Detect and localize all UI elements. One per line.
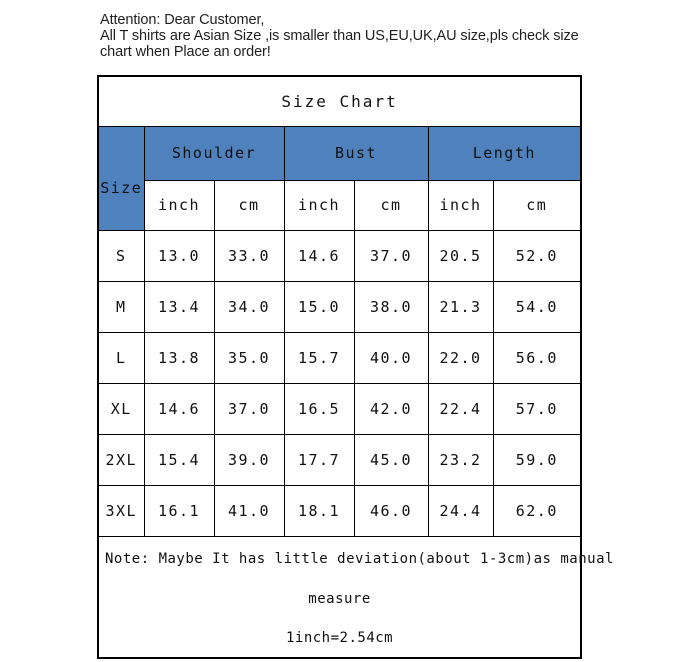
column-header-size: Size	[98, 126, 144, 230]
measurement-cell: 52.0	[493, 230, 581, 281]
measurement-cell: 14.6	[144, 383, 214, 434]
measurement-cell: 15.7	[284, 332, 354, 383]
measurement-cell: 38.0	[354, 281, 428, 332]
measurement-cell: 15.0	[284, 281, 354, 332]
measurement-cell: 22.0	[428, 332, 493, 383]
measurement-cell: 33.0	[214, 230, 284, 281]
unit-header-bust-inch: inch	[284, 180, 354, 230]
measurement-cell: 22.4	[428, 383, 493, 434]
unit-header-bust-cm: cm	[354, 180, 428, 230]
table-row-m	[98, 281, 581, 332]
note-line-3: 1inch=2.54cm	[285, 629, 394, 646]
measurement-cell: 40.0	[354, 332, 428, 383]
measurement-cell: 62.0	[493, 485, 581, 536]
measurement-cell: 13.0	[144, 230, 214, 281]
attention-line-1: Attention: Dear Customer,	[100, 12, 265, 28]
size-label: L	[98, 332, 144, 383]
measurement-cell: 20.5	[428, 230, 493, 281]
column-header-length: Length	[428, 126, 581, 180]
measurement-cell: 41.0	[214, 485, 284, 536]
attention-line-2: All T shirts are Asian Size ,is smaller than US,EU,UK,AU size,pls check size	[100, 28, 579, 44]
table-row-l	[98, 332, 581, 383]
measurement-cell: 13.8	[144, 332, 214, 383]
measurement-cell: 37.0	[214, 383, 284, 434]
unit-header-shoulder-cm: cm	[214, 180, 284, 230]
size-label: XL	[98, 383, 144, 434]
attention-line-3: chart when Place an order!	[100, 44, 271, 60]
measurement-cell: 59.0	[493, 434, 581, 485]
units-row	[98, 180, 581, 230]
size-label: 3XL	[98, 485, 144, 536]
measurement-cell: 39.0	[214, 434, 284, 485]
measurement-cell: 35.0	[214, 332, 284, 383]
attention-notice	[100, 12, 620, 60]
table-row-xl	[98, 383, 581, 434]
table-row-2xl	[98, 434, 581, 485]
column-header-shoulder: Shoulder	[144, 126, 284, 180]
table-title: Size Chart	[98, 76, 581, 126]
note-line-2: measure	[308, 590, 371, 607]
measurement-cell: 16.1	[144, 485, 214, 536]
unit-header-length-inch: inch	[428, 180, 493, 230]
measurement-cell: 57.0	[493, 383, 581, 434]
size-label: 2XL	[98, 434, 144, 485]
measurement-cell: 17.7	[284, 434, 354, 485]
table-row-3xl	[98, 485, 581, 536]
measurement-cell: 54.0	[493, 281, 581, 332]
measurement-cell: 15.4	[144, 434, 214, 485]
measurement-cell: 46.0	[354, 485, 428, 536]
measurement-cell: 14.6	[284, 230, 354, 281]
note-row	[98, 536, 581, 658]
measurement-cell: 37.0	[354, 230, 428, 281]
title-row	[98, 76, 581, 126]
size-chart-table	[97, 75, 614, 659]
measurement-cell: 24.4	[428, 485, 493, 536]
measurement-cell: 34.0	[214, 281, 284, 332]
size-label: S	[98, 230, 144, 281]
note-line-1: Note: Maybe It has little deviation(about 1-3cm)as manual	[105, 550, 614, 567]
measurement-cell: 13.4	[144, 281, 214, 332]
size-label: M	[98, 281, 144, 332]
measurement-cell: 16.5	[284, 383, 354, 434]
measurement-cell: 56.0	[493, 332, 581, 383]
measurement-cell: 23.2	[428, 434, 493, 485]
measurement-cell: 45.0	[354, 434, 428, 485]
measurement-cell: 18.1	[284, 485, 354, 536]
unit-header-shoulder-inch: inch	[144, 180, 214, 230]
column-header-bust: Bust	[284, 126, 428, 180]
note-cell	[98, 536, 614, 658]
measurement-cell: 42.0	[354, 383, 428, 434]
unit-header-length-cm: cm	[493, 180, 581, 230]
header-row	[98, 126, 581, 180]
measurement-cell: 21.3	[428, 281, 493, 332]
table-row-s	[98, 230, 581, 281]
